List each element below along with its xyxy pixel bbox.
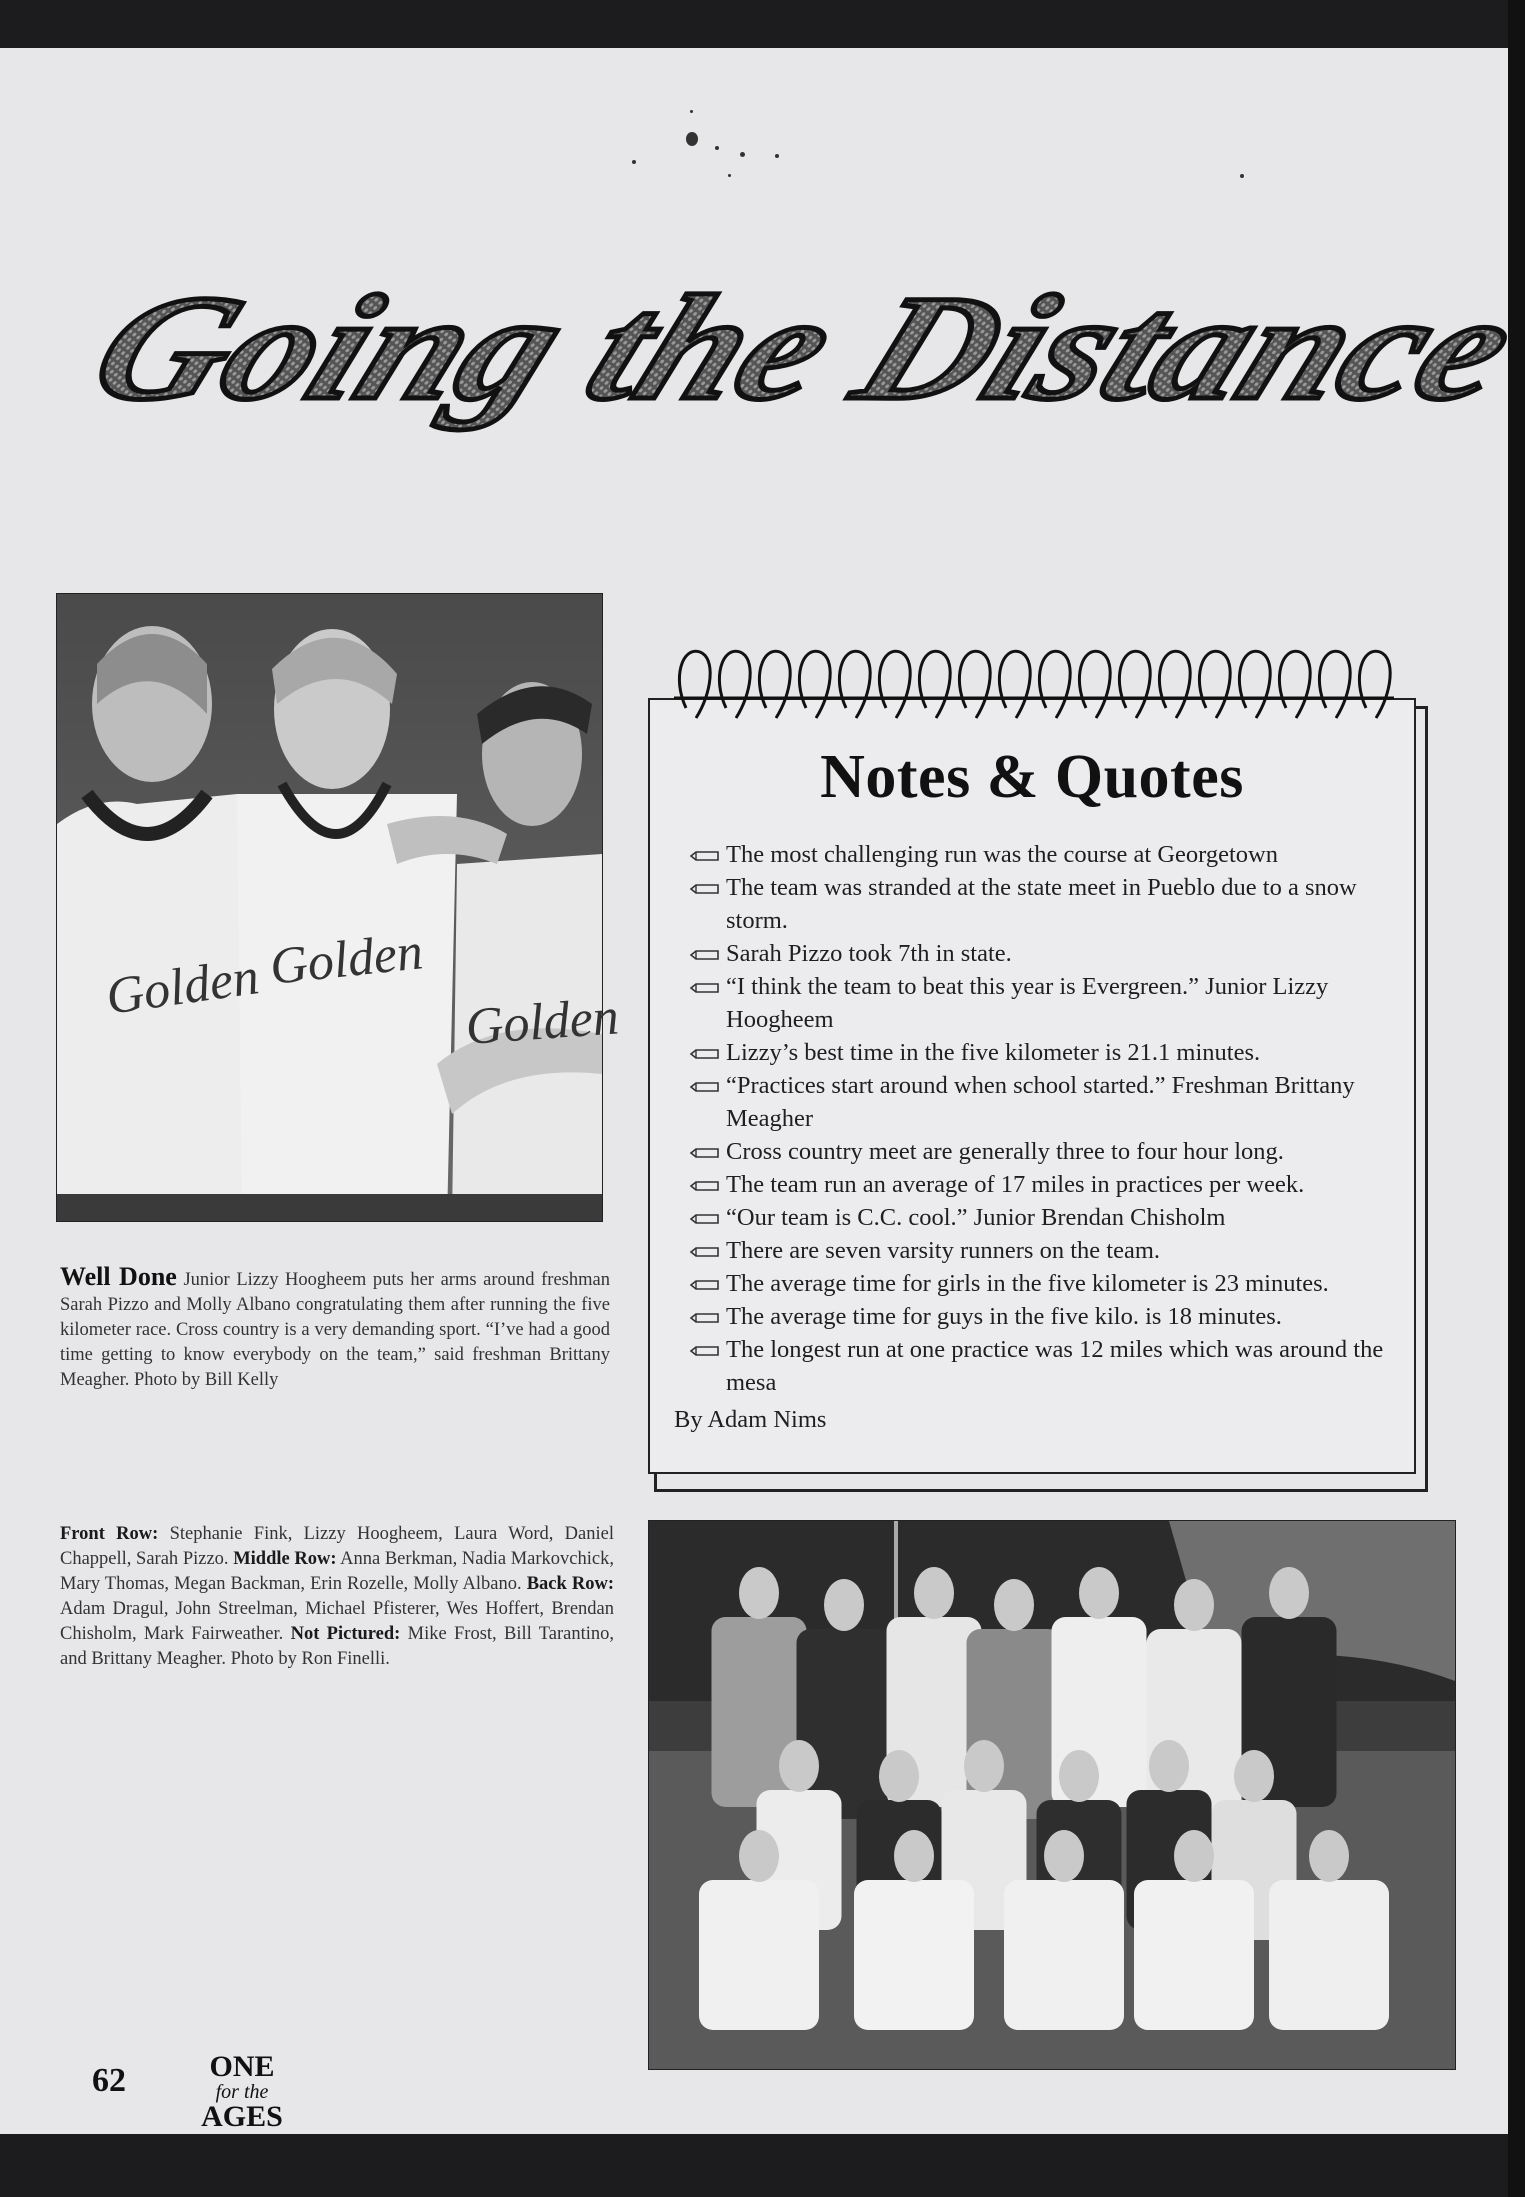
note-item xyxy=(676,1234,1396,1267)
note-text: “Practices start around when school started.” Freshman Brittany Meagher xyxy=(726,1072,1355,1132)
note-text: The longest run at one practice was 12 miles which was around the mesa xyxy=(726,1336,1384,1396)
note-item xyxy=(676,1300,1396,1333)
back-row-label: Back Row: xyxy=(526,1574,614,1594)
page-title xyxy=(32,264,1472,450)
note-item xyxy=(676,1168,1396,1201)
notes-title: Notes & Quotes xyxy=(820,743,1244,811)
note-item xyxy=(676,970,1396,1036)
pencil-icon xyxy=(690,973,726,1000)
pencil-icon xyxy=(690,874,726,901)
page-number: 62 xyxy=(92,2062,126,2099)
note-item xyxy=(676,937,1396,970)
note-text: The team run an average of 17 miles in practices per week. xyxy=(726,1171,1305,1198)
pencil-icon xyxy=(690,1039,726,1066)
note-text: “Our team is C.C. cool.” Junior Brendan Chisholm xyxy=(726,1204,1226,1231)
svg-text:Golden: Golden xyxy=(267,923,426,996)
notes-and-quotes-box xyxy=(648,698,1423,1488)
yearbook-page xyxy=(0,48,1514,2134)
note-text: The team was stranded at the state meet in Pueblo due to a snow storm. xyxy=(726,874,1357,934)
pencil-icon xyxy=(690,841,726,868)
note-text: “I think the team to beat this year is Evergreen.” Junior Lizzy Hoogheem xyxy=(726,973,1329,1033)
note-item xyxy=(676,838,1396,871)
svg-text:Golden: Golden xyxy=(463,988,621,1056)
spiral-binding-icon xyxy=(664,638,1404,738)
notes-list xyxy=(676,838,1396,1436)
pencil-icon xyxy=(690,1237,726,1264)
runners-photo-caption xyxy=(60,1264,610,1393)
middle-row-names: Anna Berkman, Nadia Markovchick, Mary Thomas, Megan Backman, Erin Rozelle, Molly Albano. xyxy=(60,1549,614,1594)
pencil-icon xyxy=(690,1303,726,1330)
caption-body: Junior Lizzy Hoogheem puts her arms around freshman Sarah Pizzo and Molly Albano congratulating them after running the five kilometer race. Cross country is a very demanding sport. “I’ve had a good time getting to know everybody on the team,” said freshman Brittany Meagher. Photo by Bill Kelly xyxy=(60,1270,610,1390)
note-text: Cross country meet are generally three to four hour long. xyxy=(726,1138,1284,1165)
note-text: The average time for girls in the five kilometer is 23 minutes. xyxy=(726,1270,1329,1297)
note-item xyxy=(676,1267,1396,1300)
note-item xyxy=(676,1036,1396,1069)
pencil-icon xyxy=(690,1072,726,1099)
note-item xyxy=(676,1201,1396,1234)
note-item xyxy=(676,1069,1396,1135)
not-pictured-label: Not Pictured: xyxy=(290,1624,401,1644)
team-photo xyxy=(648,1520,1456,2070)
back-row-names: Adam Dragul, John Streelman, Michael Pfisterer, Wes Hoffert, Brendan Chisholm, Mark Fairweather. xyxy=(60,1599,614,1644)
svg-text:Golden: Golden xyxy=(102,948,263,1026)
team-photo-caption xyxy=(60,1522,614,1672)
note-text: Sarah Pizzo took 7th in state. xyxy=(726,940,1012,967)
runners-photo xyxy=(56,593,621,1222)
middle-row-label: Middle Row: xyxy=(233,1549,337,1569)
note-text: The average time for guys in the five kilo. is 18 minutes. xyxy=(726,1303,1282,1330)
pencil-icon xyxy=(690,1138,726,1165)
pencil-icon xyxy=(690,1204,726,1231)
note-item xyxy=(676,1135,1396,1168)
note-item xyxy=(676,1333,1396,1399)
not-pictured-names: Mike Frost, Bill Tarantino, and Brittany Meagher. Photo by Ron Finelli. xyxy=(60,1624,614,1669)
pencil-icon xyxy=(690,1270,726,1297)
note-text: There are seven varsity runners on the team. xyxy=(726,1237,1161,1264)
pencil-icon xyxy=(690,1336,726,1363)
caption-lead: Well Done xyxy=(60,1262,177,1291)
one-for-the-ages-logo: ONE for the AGES xyxy=(201,2050,283,2133)
notes-byline: By Adam Nims xyxy=(674,1406,827,1433)
front-row-names: Stephanie Fink, Lizzy Hoogheem, Laura Word, Daniel Chappell, Sarah Pizzo. xyxy=(60,1524,614,1569)
note-item xyxy=(676,871,1396,937)
pencil-icon xyxy=(690,1171,726,1198)
note-text: The most challenging run was the course at Georgetown xyxy=(726,841,1279,868)
note-text: Lizzy’s best time in the five kilometer is 21.1 minutes. xyxy=(726,1039,1261,1066)
pencil-icon xyxy=(690,940,726,967)
front-row-label: Front Row: xyxy=(60,1524,159,1544)
svg-text:Going the Distance: Going the Distance xyxy=(71,264,1331,431)
